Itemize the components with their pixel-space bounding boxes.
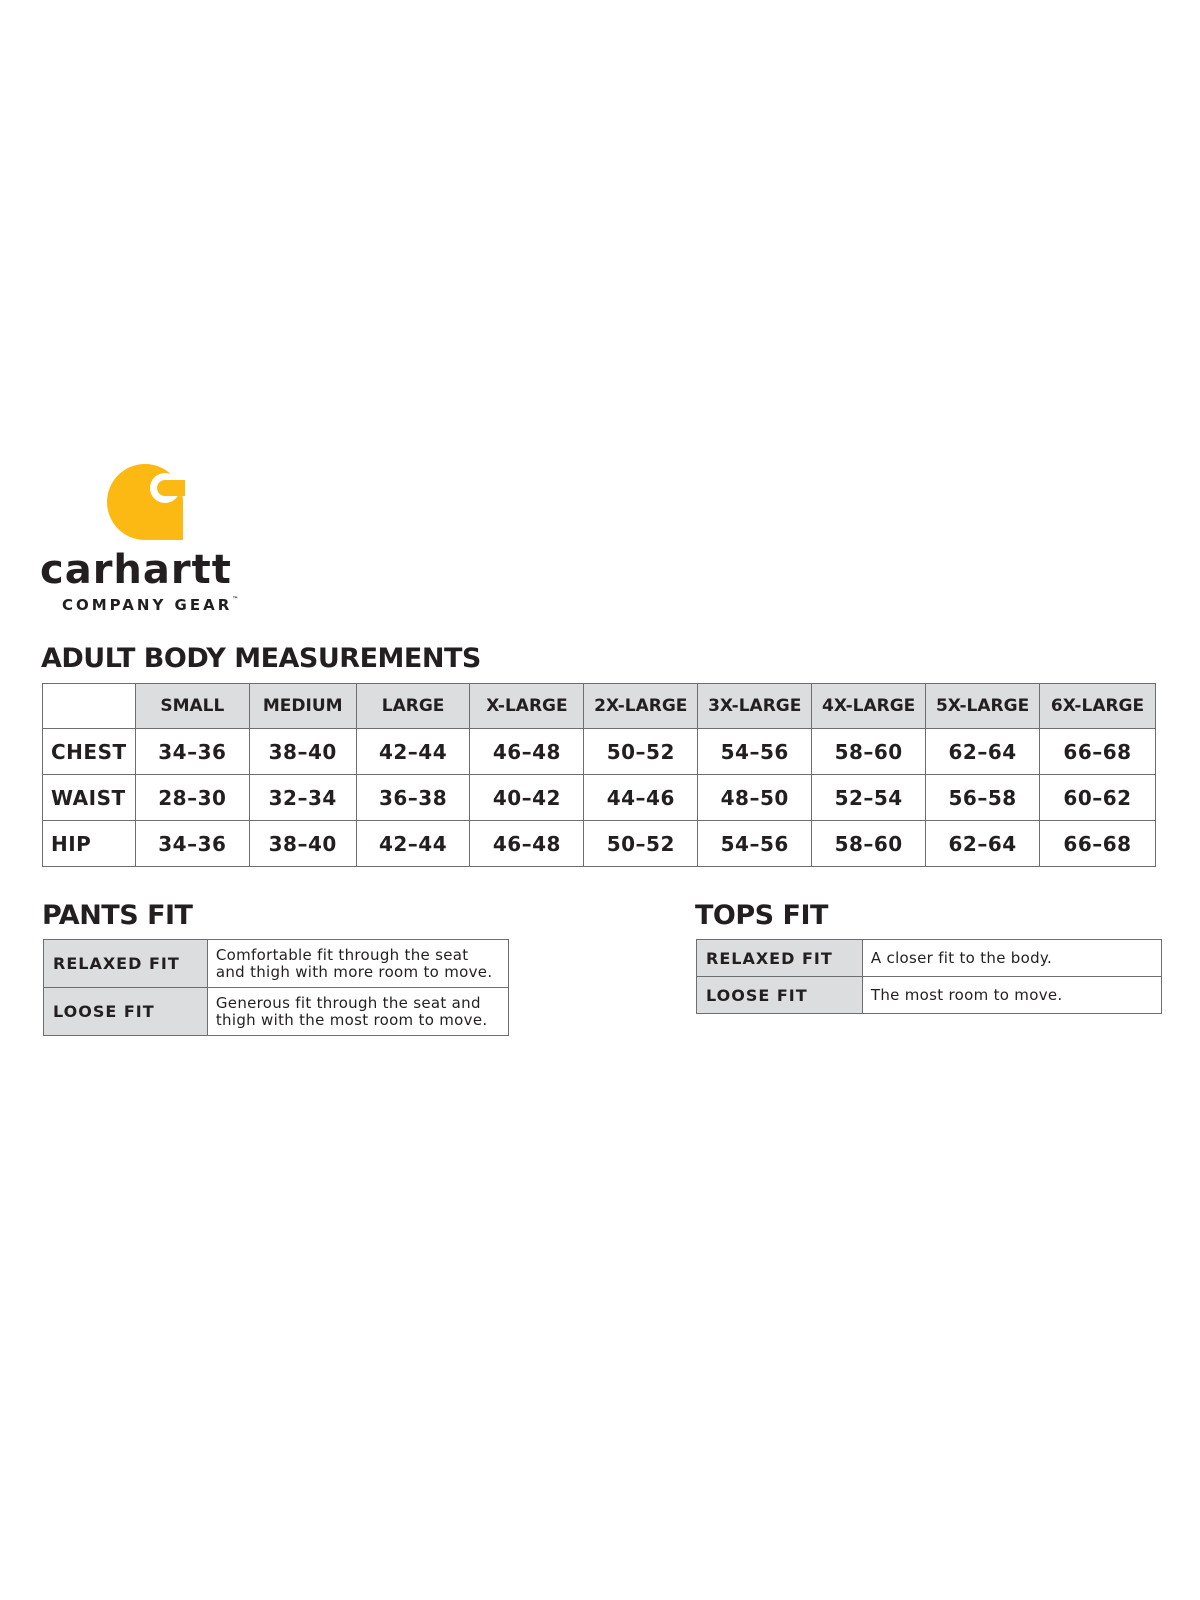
carhartt-logo	[40, 462, 260, 622]
measurement-cell: 42–44	[356, 821, 470, 867]
measurements-title: ADULT BODY MEASUREMENTS	[41, 643, 481, 674]
size-header: 3X-LARGE	[698, 684, 812, 729]
measurement-cell: 40–42	[470, 775, 584, 821]
measurement-cell: 54–56	[698, 729, 812, 775]
carhartt-c-logo-icon	[105, 462, 185, 554]
table-row-waist	[43, 775, 1156, 821]
measurement-cell: 46–48	[470, 729, 584, 775]
size-header: 4X-LARGE	[812, 684, 926, 729]
measurement-cell: 44–46	[584, 775, 698, 821]
table-row	[44, 940, 509, 988]
fit-label: RELAXED FIT	[44, 940, 208, 988]
measurement-cell: 46–48	[470, 821, 584, 867]
measurement-cell: 50–52	[584, 729, 698, 775]
measurement-cell: 60–62	[1040, 775, 1156, 821]
tops-fit-title: TOPS FIT	[695, 900, 828, 931]
table-row-chest	[43, 729, 1156, 775]
measurement-cell: 48–50	[698, 775, 812, 821]
size-header: SMALL	[135, 684, 249, 729]
measurement-cell: 56–58	[926, 775, 1040, 821]
measurement-cell: 52–54	[812, 775, 926, 821]
size-header: LARGE	[356, 684, 470, 729]
measurement-cell: 50–52	[584, 821, 698, 867]
trademark-symbol: ™	[232, 596, 239, 603]
brand-wordmark: carhartt	[40, 547, 232, 593]
body-measurements-table	[42, 683, 1156, 867]
tops-fit-table	[696, 939, 1162, 1014]
pants-fit-table	[43, 939, 509, 1036]
row-label: HIP	[43, 821, 136, 867]
size-header: X-LARGE	[470, 684, 584, 729]
table-row	[697, 940, 1162, 977]
fit-label: LOOSE FIT	[697, 977, 863, 1014]
fit-description: The most room to move.	[862, 977, 1161, 1014]
measurement-cell: 32–34	[249, 775, 356, 821]
measurement-cell: 66–68	[1040, 729, 1156, 775]
measurement-cell: 62–64	[926, 821, 1040, 867]
fit-description: Generous fit through the seat and thigh with the most room to move.	[207, 988, 508, 1036]
size-header: 6X-LARGE	[1040, 684, 1156, 729]
size-header: MEDIUM	[249, 684, 356, 729]
fit-description: Comfortable fit through the seat and thigh with more room to move.	[207, 940, 508, 988]
measurement-cell: 42–44	[356, 729, 470, 775]
measurement-cell: 38–40	[249, 729, 356, 775]
measurement-cell: 62–64	[926, 729, 1040, 775]
fit-description: A closer fit to the body.	[862, 940, 1161, 977]
table-row	[44, 988, 509, 1036]
measurement-cell: 66–68	[1040, 821, 1156, 867]
measurement-cell: 34–36	[135, 729, 249, 775]
measurement-cell: 28–30	[135, 775, 249, 821]
header-corner-cell	[43, 684, 136, 729]
measurement-cell: 38–40	[249, 821, 356, 867]
measurement-cell: 58–60	[812, 821, 926, 867]
measurement-cell: 58–60	[812, 729, 926, 775]
measurement-cell: 54–56	[698, 821, 812, 867]
row-label: WAIST	[43, 775, 136, 821]
table-row	[697, 977, 1162, 1014]
size-header: 2X-LARGE	[584, 684, 698, 729]
row-label: CHEST	[43, 729, 136, 775]
brand-tagline: COMPANY GEAR™	[62, 596, 239, 614]
fit-label: RELAXED FIT	[697, 940, 863, 977]
pants-fit-title: PANTS FIT	[42, 900, 193, 931]
fit-label: LOOSE FIT	[44, 988, 208, 1036]
measurement-cell: 34–36	[135, 821, 249, 867]
measurement-cell: 36–38	[356, 775, 470, 821]
size-header: 5X-LARGE	[926, 684, 1040, 729]
table-row-hip	[43, 821, 1156, 867]
size-header-row	[43, 684, 1156, 729]
